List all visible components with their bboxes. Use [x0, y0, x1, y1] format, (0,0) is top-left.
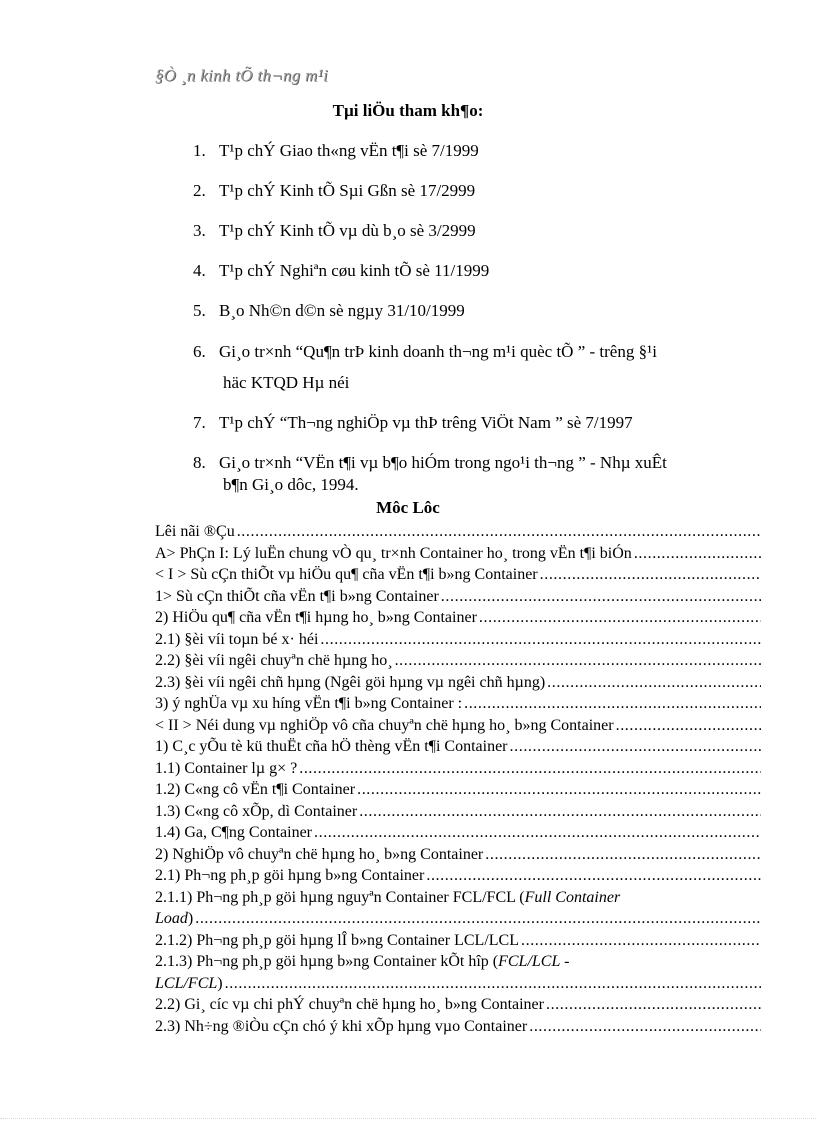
reference-text: T¹p chÝ Kinh tÕ Sµi Gßn sè 17/2999 — [219, 181, 476, 200]
toc-entry[interactable] — [155, 822, 761, 844]
reference-item — [193, 220, 476, 242]
toc-leader-dots — [529, 1016, 761, 1038]
toc-leader-dots — [485, 844, 761, 866]
toc-leader-dots — [634, 543, 761, 565]
toc-leader-dots — [479, 607, 761, 629]
toc-entry-label: Lêi nãi ®Çu — [155, 523, 235, 540]
toc-leader-dots — [299, 758, 761, 780]
toc-leader-dots — [441, 586, 761, 608]
reference-text: Gi¸o tr×nh “Qu¶n trÞ kinh doanh th¬ng m¹i quèc tÕ ” - trêng §¹i — [219, 342, 657, 361]
toc-entry-continued[interactable] — [155, 973, 761, 995]
toc-entry-label: 1.3) C«ng cô xÕp, dì Container — [155, 802, 358, 820]
toc-leader-dots — [320, 629, 761, 651]
toc-entry[interactable] — [155, 650, 761, 672]
toc-entry[interactable] — [155, 543, 761, 565]
reference-item — [193, 341, 657, 394]
table-of-contents — [155, 521, 761, 1037]
toc-entry-label: 1> Sù cÇn thiÕt cña vËn t¶i b»ng Container — [155, 587, 439, 605]
toc-leader-dots — [357, 779, 761, 801]
toc-entry[interactable] — [155, 672, 761, 694]
reference-text: T¹p chÝ Kinh tÕ vµ dù b¸o sè 3/2999 — [219, 221, 476, 240]
reference-item — [193, 412, 633, 434]
toc-entry[interactable] — [155, 564, 761, 586]
reference-text-continued: b¶n Gi¸o dôc, 1994. — [223, 475, 359, 494]
reference-number: 6. — [193, 342, 206, 361]
toc-entry[interactable] — [155, 758, 761, 780]
reference-text: T¹p chÝ Nghiªn cøu kinh tÕ sè 11/1999 — [219, 261, 490, 280]
toc-entry-label: 2.1.3) Ph¬ng ph¸p göi hµng b»ng Container kÕt hîp (FCL/LCL - — [155, 953, 570, 970]
reference-item — [193, 452, 667, 496]
reference-number: 8. — [193, 453, 206, 472]
reference-text: T¹p chÝ “Th¬ng nghiÖp vµ thÞ trêng ViÖt Nam ” sè 7/1997 — [219, 413, 633, 432]
toc-entry[interactable] — [155, 521, 761, 543]
reference-item — [193, 180, 475, 202]
toc-entry-label: < II > Néi dung vµ nghiÖp vô cña chuyªn chë hµng ho¸ b»ng Container — [155, 716, 614, 734]
toc-entry[interactable] — [155, 801, 761, 823]
toc-entry[interactable] — [155, 865, 761, 887]
reference-number: 5. — [193, 301, 206, 320]
toc-entry-label: LCL/FCL) — [155, 974, 223, 992]
toc-title: Môc Lôc — [376, 498, 440, 517]
toc-entry-label: Load) — [155, 910, 194, 927]
references-list — [0, 0, 816, 500]
reference-number: 7. — [193, 413, 206, 432]
toc-entry-label: 2.3) §èi víi ngêi chñ hµng (Ngêi göi hµng vµ ngêi chñ hµng) — [155, 673, 546, 691]
reference-text: Gi¸o tr×nh “VËn t¶i vµ b¶o hiÓm trong ngo¹i th¬ng ” - Nhµ xuÊt — [219, 453, 667, 472]
toc-leader-dots — [510, 736, 761, 758]
toc-entry-label: 1.2) C«ng cô vËn t¶i Container — [155, 781, 356, 798]
toc-entry-label: 3) ý nghÜa vµ xu híng vËn t¶i b»ng Container : — [155, 695, 463, 712]
reference-text-continued: häc KTQD Hµ néi — [223, 373, 350, 392]
toc-entry-label: 2.2) §èi víi ngêi chuyªn chë hµng ho¸ — [155, 652, 393, 669]
toc-entry[interactable] — [155, 736, 761, 758]
toc-entry-label: 1.1) Container lµ g× ? — [155, 759, 298, 777]
toc-entry-label: 2) NghiÖp vô chuyªn chë hµng ho¸ b»ng Container — [155, 845, 484, 863]
toc-entry-label: 2.3) Nh÷ng ®iÒu cÇn chó ý khi xÕp hµng vµo Container — [155, 1017, 528, 1035]
reference-item — [193, 260, 489, 282]
toc-entry-label: < I > Sù cÇn thiÕt vµ hiÖu qu¶ cña vËn t¶i b»ng Container — [155, 566, 538, 583]
toc-entry[interactable] — [155, 779, 761, 801]
reference-number: 2. — [193, 181, 206, 200]
toc-entry[interactable] — [155, 586, 761, 608]
reference-item — [193, 300, 465, 322]
toc-leader-dots — [547, 672, 761, 694]
toc-entry[interactable] — [155, 994, 761, 1016]
toc-entry[interactable] — [155, 715, 761, 737]
toc-entry-label: 2.1) Ph¬ng ph¸p göi hµng b»ng Container — [155, 867, 425, 884]
toc-entry-label: 2.1.2) Ph¬ng ph¸p göi hµng lÎ b»ng Container LCL/LCL — [155, 931, 519, 949]
toc-entry-label: 1) C¸c yÕu tè kü thuËt cña hÖ thèng vËn t¶i Container — [155, 738, 508, 755]
toc-leader-dots — [237, 521, 761, 543]
reference-number: 1. — [193, 141, 206, 160]
toc-entry[interactable] — [155, 629, 761, 651]
toc-entry-label: 2.2) Gi¸ cíc vµ chi phÝ chuyªn chë hµng ho¸ b»ng Container — [155, 996, 544, 1013]
toc-entry-label: 2.1) §èi víi toµn bé x· héi — [155, 630, 319, 648]
toc-leader-dots — [546, 994, 761, 1016]
toc-leader-dots — [314, 822, 761, 844]
toc-leader-dots — [395, 650, 761, 672]
toc-entry-label: 2.1.1) Ph¬ng ph¸p göi hµng nguyªn Container FCL/FCL (Full Container — [155, 888, 621, 906]
reference-number: 3. — [193, 221, 206, 240]
reference-number: 4. — [193, 261, 206, 280]
references-title: Tµi liÖu tham kh¶o: — [332, 101, 484, 120]
reference-item — [193, 140, 479, 162]
toc-leader-dots — [195, 908, 761, 930]
reference-text: T¹p chÝ Giao th«ng vËn t¶i sè 7/1999 — [219, 141, 479, 160]
toc-entry-label: 2) HiÖu qu¶ cña vËn t¶i hµng ho¸ b»ng Container — [155, 609, 477, 626]
toc-entry[interactable] — [155, 1016, 761, 1038]
reference-text: B¸o Nh©n d©n sè ngµy 31/10/1999 — [219, 301, 465, 320]
toc-entry[interactable] — [155, 693, 761, 715]
toc-entry-label: 1.4) Ga, C¶ng Container — [155, 824, 312, 841]
toc-entry[interactable] — [155, 844, 761, 866]
toc-leader-dots — [540, 564, 761, 586]
page-header: §Ò ¸n kinh tÕ th¬ng m¹i — [155, 66, 329, 85]
toc-leader-dots — [616, 715, 761, 737]
toc-entry[interactable] — [155, 607, 761, 629]
page-bottom-divider — [0, 1118, 816, 1119]
toc-entry[interactable] — [155, 930, 761, 952]
toc-entry[interactable] — [155, 951, 761, 973]
toc-entry-label: A> PhÇn I: Lý luËn chung vÒ qu¸ tr×nh Container ho¸ trong vËn t¶i biÓn — [155, 544, 632, 562]
toc-leader-dots — [225, 973, 761, 995]
toc-leader-dots — [464, 693, 761, 715]
toc-leader-dots — [521, 930, 761, 952]
toc-entry[interactable] — [155, 887, 761, 909]
toc-entry-continued[interactable] — [155, 908, 761, 930]
toc-leader-dots — [426, 865, 761, 887]
toc-leader-dots — [359, 801, 761, 823]
